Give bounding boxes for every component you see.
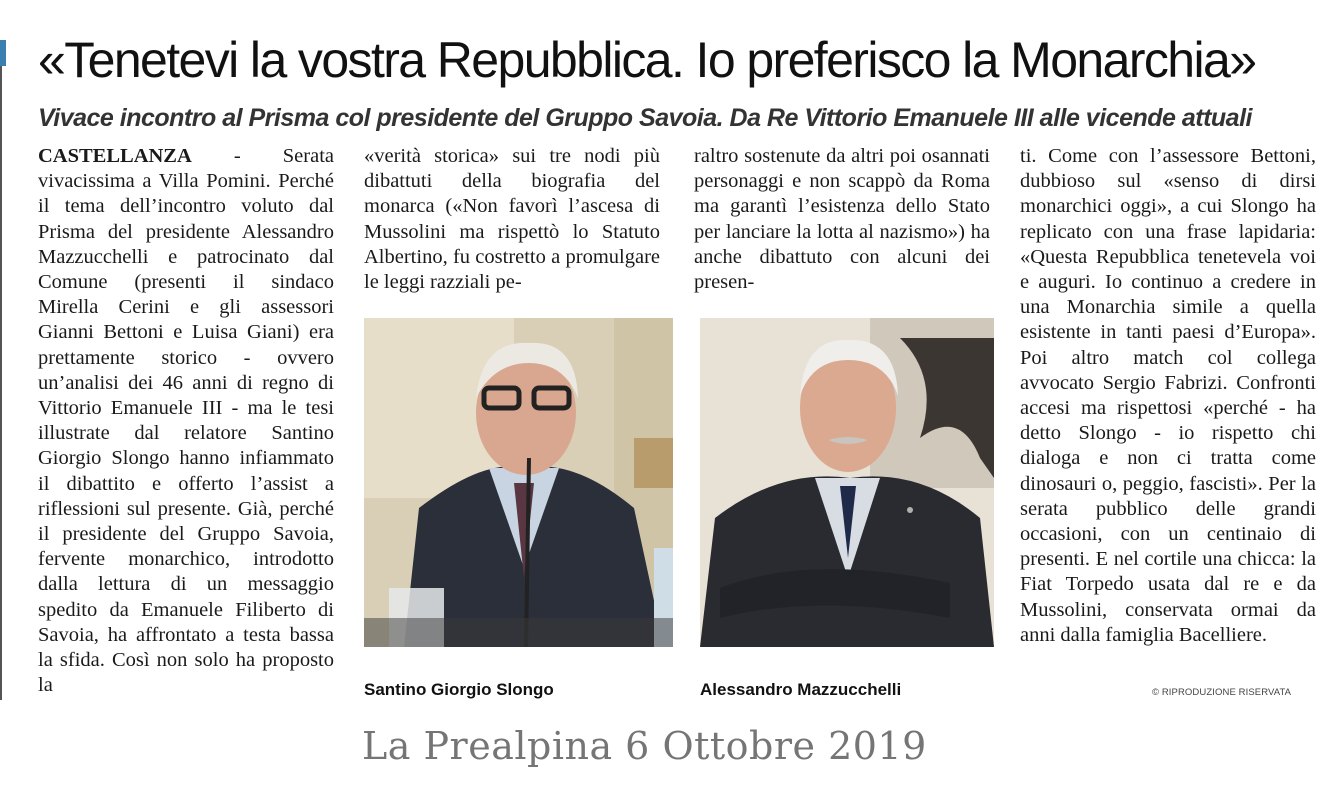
column-2-text: «verità storica» sui tre nodi più dibattuti della biografia del monarca («Non favorì l’ascesa di Mussolini ma rispettò lo Statuto Albertino, fu costretto a promulgare le leggi razziali pe- bbox=[364, 145, 660, 294]
photo-president-image bbox=[700, 318, 994, 647]
article-column-2 bbox=[364, 144, 660, 295]
photo-speaker bbox=[364, 318, 673, 647]
photo-speaker-image bbox=[364, 318, 673, 647]
paragraph bbox=[38, 144, 334, 698]
dateline: CASTELLANZA bbox=[38, 145, 192, 167]
article-column-1 bbox=[38, 144, 334, 698]
photo-president bbox=[700, 318, 994, 647]
photo-caption-speaker: Santino Giorgio Slongo bbox=[364, 680, 554, 699]
page-margin-rule bbox=[0, 40, 8, 700]
article-headline: «Tenetevi la vostra Repubblica. Io preferisco la Monarchia» bbox=[38, 32, 1256, 88]
photo-caption-president: Alessandro Mazzucchelli bbox=[700, 680, 902, 699]
copyright-notice: © RIPRODUZIONE RISERVATA bbox=[1152, 687, 1292, 698]
column-1-text: - Serata vivacissima a Villa Pomini. Perché il tema dell’incontro voluto dal Prisma del presidente Alessandro Mazzucchelli e patrocinato dal Comune (presenti il sindaco Mirella Cerini e gli assessori Gianni Bettoni e Luisa Giani) era prettamente storico - ovvero un’analisi dei 46 anni di regno di Vittorio Emanuele III - ma le tesi illustrate dal relatore Santino Giorgio Slongo hanno infiammato il dibattito e offerto l’assist a riflessioni sul presente. Già, perché il presidente del Gruppo Savoia, fervente monarchico, introdotto dalla lettura di un messaggio spedito da Emanuele Filiberto di Savoia, ha affrontato a testa bassa la sfida. Così non solo ha proposto la bbox=[38, 145, 334, 697]
source-label: La Prealpina 6 Ottobre 2019 bbox=[362, 724, 927, 768]
article-column-3 bbox=[694, 144, 990, 295]
article-subheadline: Vivace incontro al Prisma col presidente del Gruppo Savoia. Da Re Vittorio Emanuele III alle vicende attuali bbox=[38, 104, 1252, 132]
column-3-text: raltro sostenute da altri poi osannati personaggi e non scappò da Roma ma garantì l’esistenza dello Stato per lanciare la lotta al nazismo») ha anche dibattuto con alcuni dei presen- bbox=[694, 145, 990, 294]
article-column-4 bbox=[1020, 144, 1316, 648]
column-4-text: ti. Come con l’assessore Bettoni, dubbioso sul «senso di dirsi monarchici oggi», a cui Slongo ha replicato con una frase lapidaria: «Questa Repubblica tenetevela voi e auguri. Io continuo a credere in una Monarchia simile a quella esistente in tanti paesi d’Europa». Poi altro match col collega avvocato Sergio Fabrizi. Confronti accesi ma rispettosi «perché - ha detto Slongo - io rispetto chi dialoga e non ci tratta come dinosauri o, peggio, fascisti». Per la serata pubblico delle grandi occasioni, con un centinaio di presenti. E nel cortile una chicca: la Fiat Torpedo usata dal re e da Mussolini, conservata ormai da anni dalla famiglia Bacelliere. bbox=[1020, 145, 1316, 646]
